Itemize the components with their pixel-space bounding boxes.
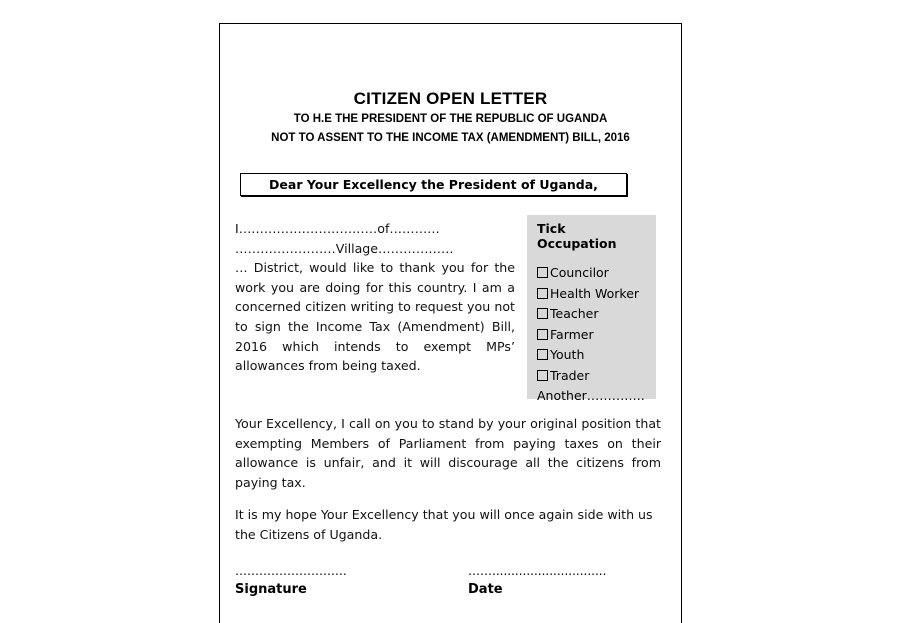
checkbox-icon[interactable] xyxy=(537,370,548,381)
occupation-option-trader[interactable] xyxy=(537,366,646,387)
checkbox-icon[interactable] xyxy=(537,308,548,319)
name-fill-line[interactable]: I……………………………of………… xyxy=(235,221,440,236)
occupation-label: Trader xyxy=(550,367,590,383)
occupation-title: Tick Occupation xyxy=(537,221,617,251)
paragraph-hope: It is my hope Your Excellency that you will once again side with us the Citizens of Uganda. xyxy=(235,507,653,542)
occupation-label: Youth xyxy=(550,347,585,362)
occupation-label: Farmer xyxy=(550,326,594,342)
village-fill-line[interactable]: ……………………Village……………… xyxy=(235,240,454,256)
occupation-other-field[interactable]: Another………….. xyxy=(537,388,645,403)
signature-line[interactable]: …………………….… xyxy=(235,564,347,578)
date-line[interactable]: …….............................. xyxy=(468,564,607,578)
intro-paragraph xyxy=(235,219,515,376)
checkbox-icon[interactable] xyxy=(537,267,548,278)
occupation-box xyxy=(527,215,656,403)
checkbox-icon[interactable] xyxy=(537,329,548,340)
checkbox-icon[interactable] xyxy=(537,288,548,299)
occupation-option-teacher[interactable] xyxy=(537,304,646,325)
intro-text: … District, would like to thank you for the work you are doing for this country. I am a concerned citizen writing to request you not to sign the Income Tax (Amendment) Bill, 2016 which intends to exempt MPs’ allowances from being taxed. xyxy=(235,260,515,374)
signature-label: Signature xyxy=(235,582,307,597)
occupation-label: Health Worker xyxy=(550,285,640,301)
occupation-option-health-worker[interactable] xyxy=(537,284,646,305)
letter-subtitle-recipient: TO H.E THE PRESIDENT OF THE REPUBLIC OF UGANDA xyxy=(293,113,608,125)
salutation-box: Dear Your Excellency the President of Uganda, xyxy=(240,173,627,196)
occupation-option-councilor[interactable] xyxy=(537,263,646,284)
date-label: Date xyxy=(468,582,503,597)
letter-subtitle-subject: NOT TO ASSENT TO THE INCOME TAX (AMENDMENT) BILL, 2016 xyxy=(271,132,630,144)
occupation-option-youth[interactable] xyxy=(537,345,646,366)
letter-title: CITIZEN OPEN LETTER xyxy=(353,89,548,108)
occupation-option-farmer[interactable] xyxy=(537,325,646,346)
occupation-label: Teacher xyxy=(550,306,599,321)
letter-page xyxy=(219,23,682,623)
occupation-label: Councilor xyxy=(550,265,609,280)
checkbox-icon[interactable] xyxy=(537,349,548,360)
paragraph-position: Your Excellency, I call on you to stand by your original position that exempting Members of Parliament from paying taxes on their allowance is unfair, and it will discourage all the citizens from paying tax. xyxy=(235,416,661,490)
